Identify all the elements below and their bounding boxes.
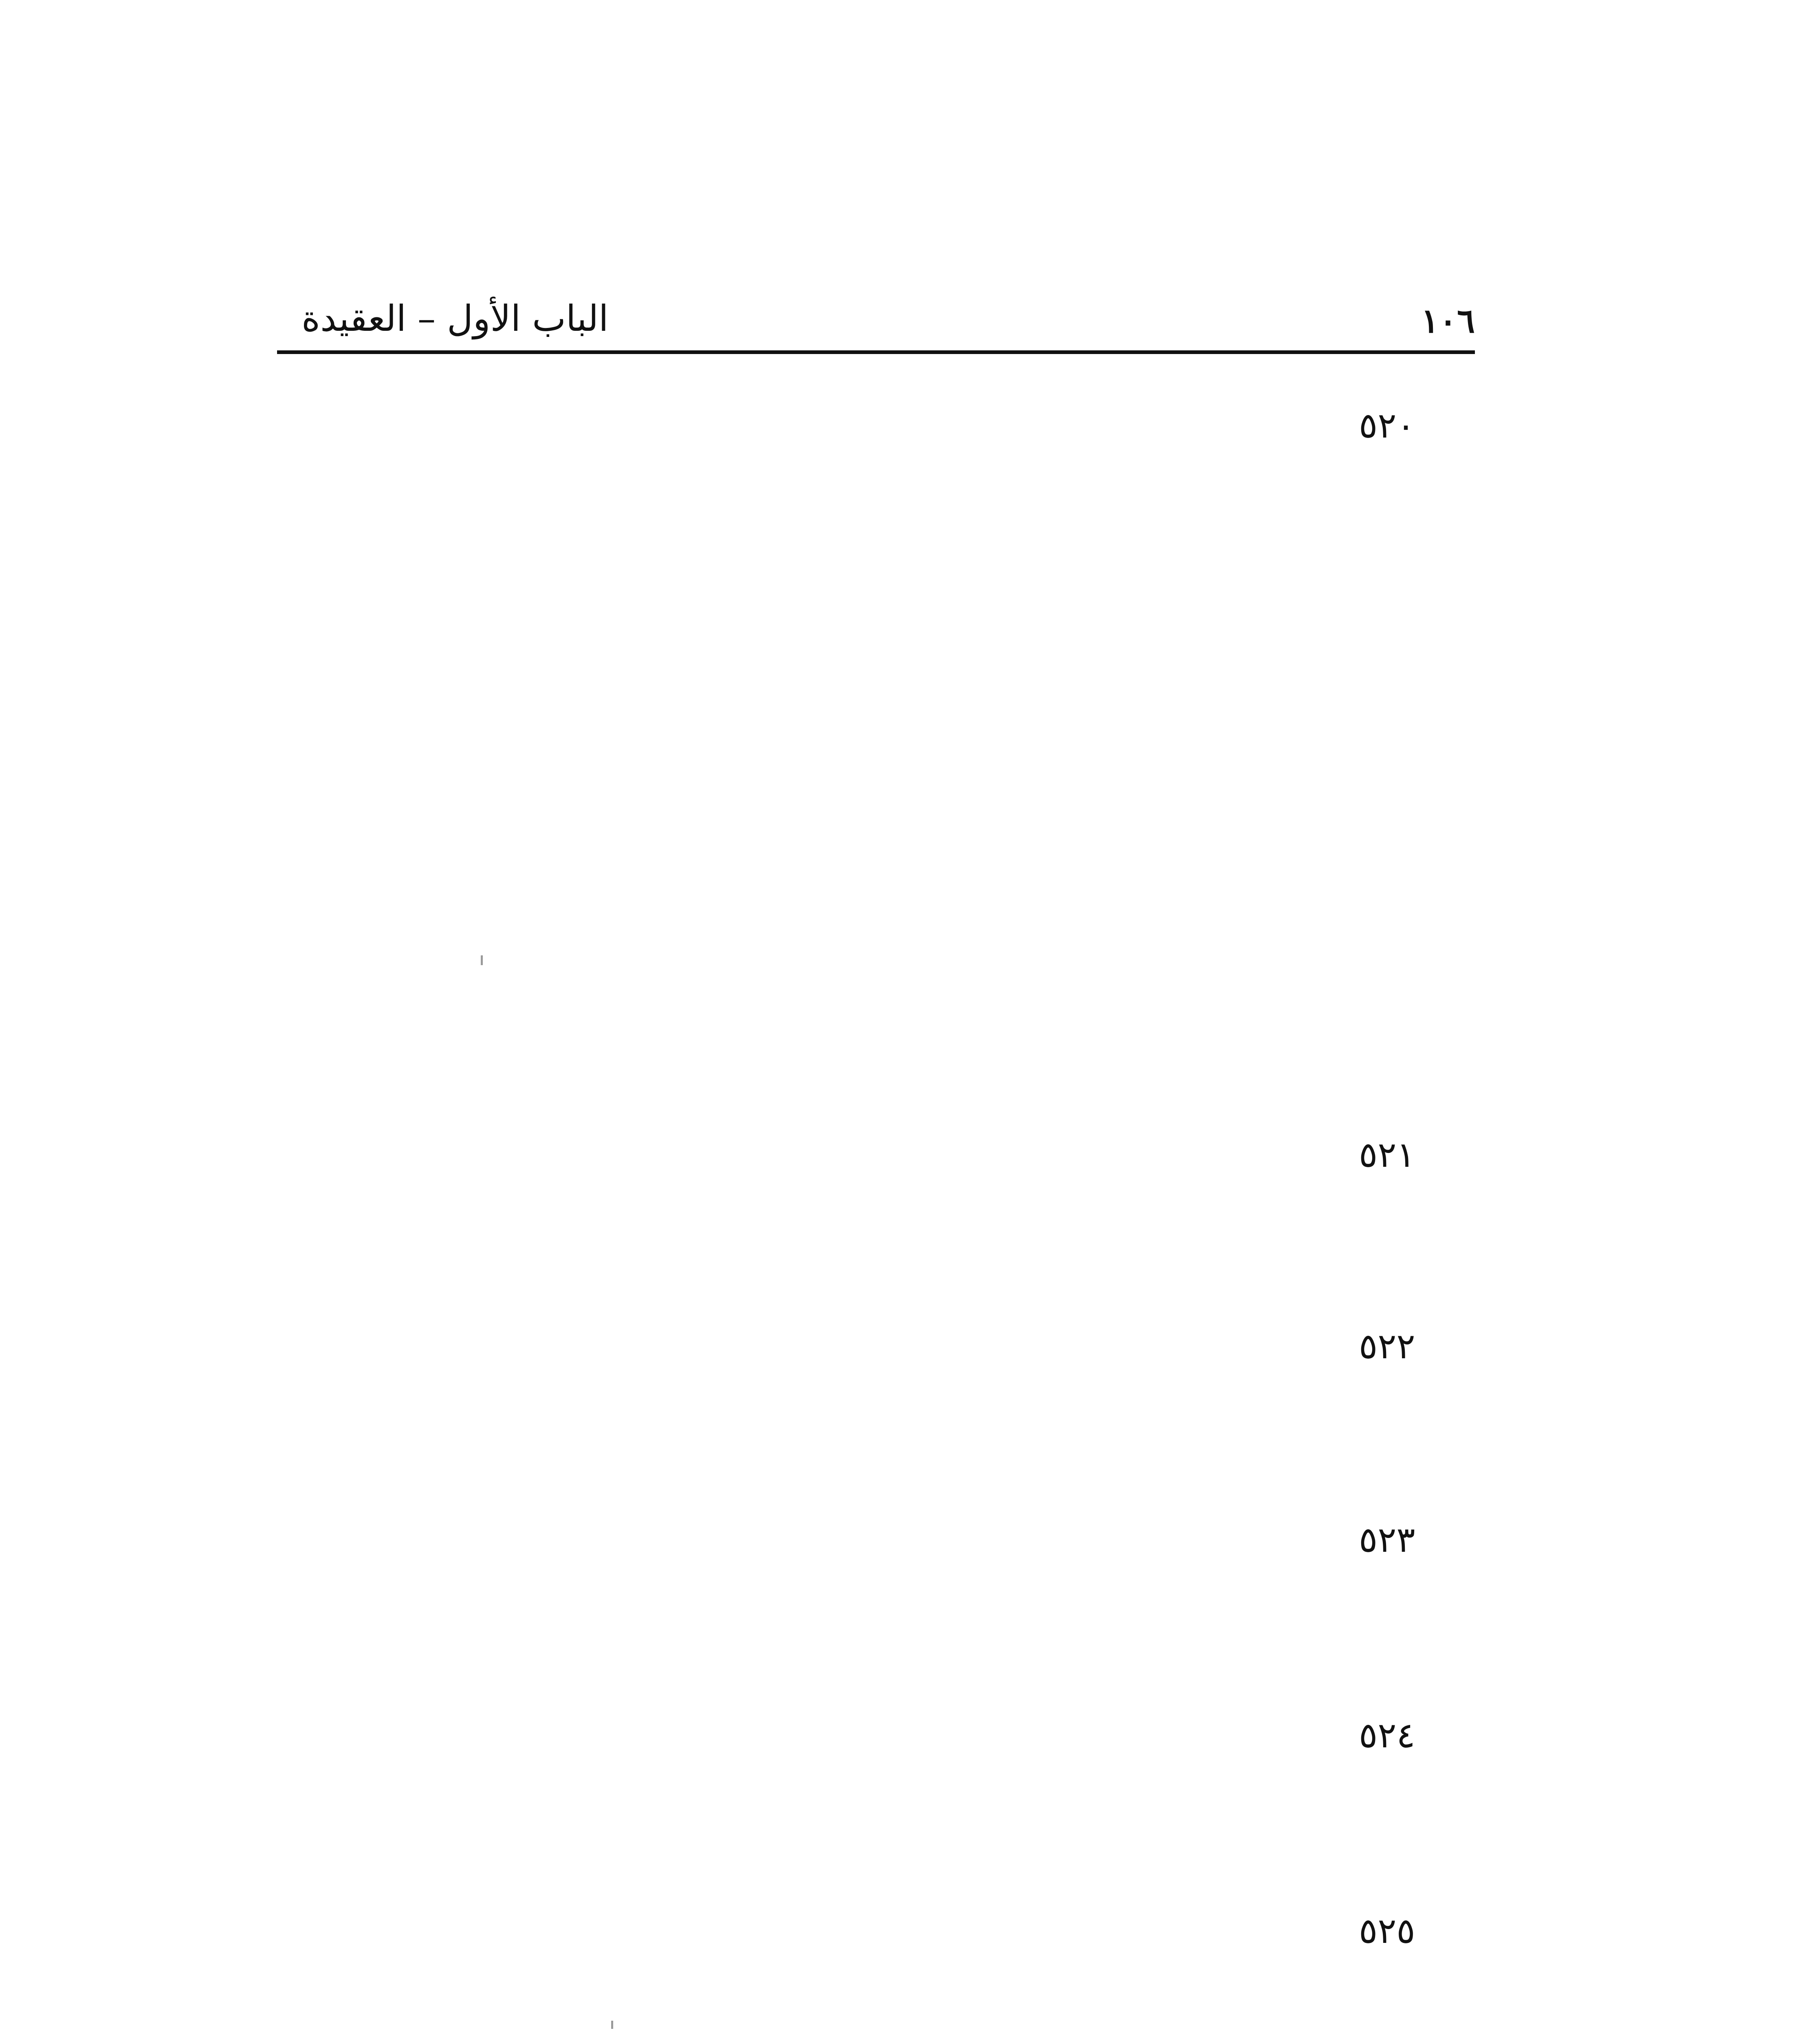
running-title: الباب الأول – العقيدة bbox=[301, 297, 609, 339]
page-header bbox=[301, 297, 1475, 354]
entry-number: ٥٢٠ bbox=[1359, 405, 1415, 446]
entry-number: ٥٢٢ bbox=[1359, 1326, 1415, 1367]
scan-speck bbox=[481, 955, 483, 965]
header-rule bbox=[277, 350, 1475, 354]
page-number: ١٠٦ bbox=[1421, 301, 1475, 341]
entry-number: ٥٢٤ bbox=[1359, 1715, 1415, 1756]
entry-number: ٥٢٥ bbox=[1359, 1911, 1415, 1951]
entry-number: ٥٢١ bbox=[1359, 1135, 1415, 1175]
entry-number: ٥٢٣ bbox=[1359, 1520, 1415, 1560]
scan-speck bbox=[611, 2021, 613, 2029]
